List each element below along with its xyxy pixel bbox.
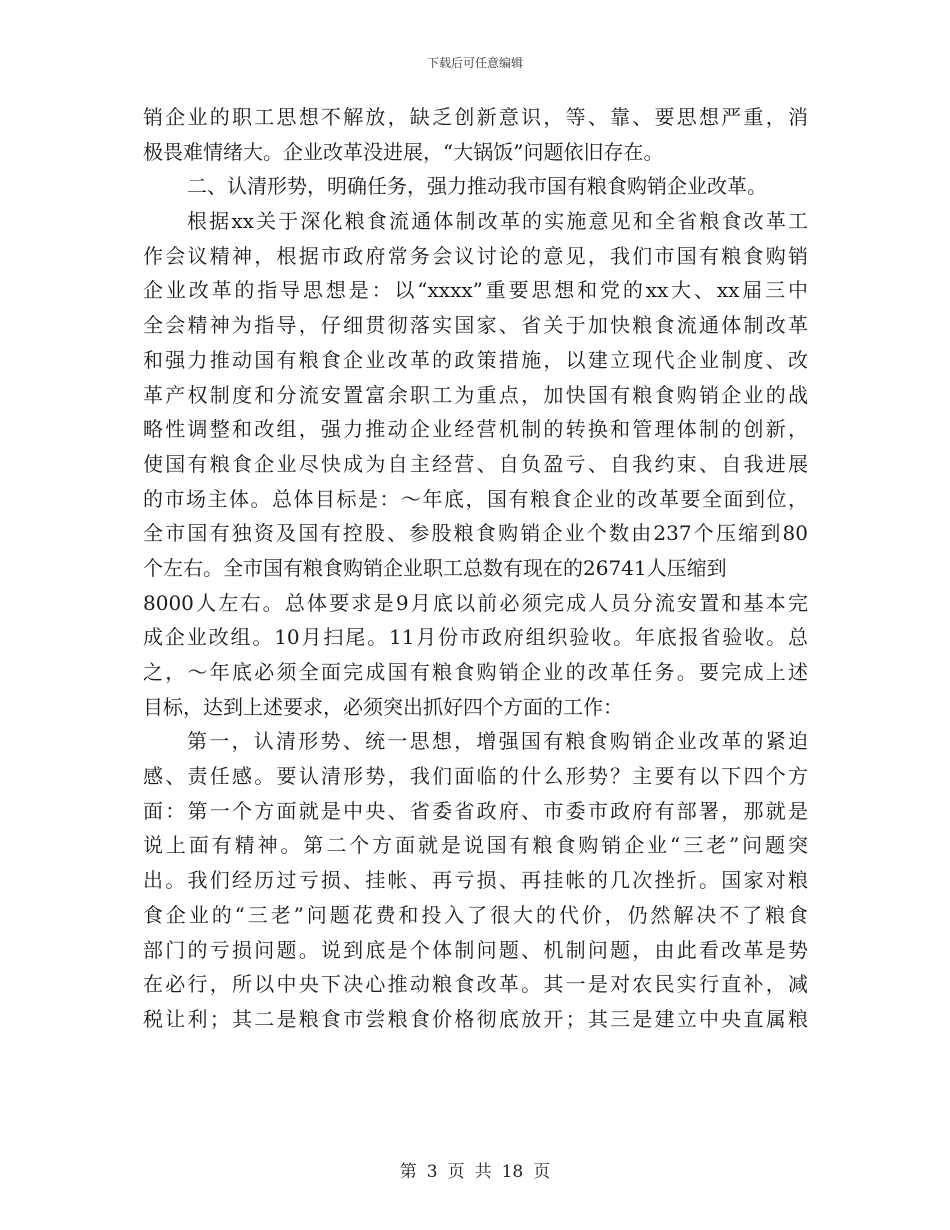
text-line: 销企业的职工思想不解放，缺乏创新意识，等、靠、要思想严重，消	[143, 105, 808, 129]
text-line: 二、认清形势，明确任务，强力推动我市国有粮食购销企业改革。	[187, 174, 767, 199]
text-line: 革产权制度和分流安置富余职工为重点，加快国有粮食购销企业的战	[143, 382, 808, 407]
text-line: 略性调整和改组，强力推动企业经营机制的转换和管理体制的创新，	[143, 417, 808, 442]
text-line: 之，～年底必须全面完成国有粮食购销企业的改革任务。要完成上述	[143, 660, 808, 684]
text-line: 个左右。全市国有粮食购销企业职工总数有现在的26741人压缩到	[143, 555, 727, 580]
page-footer	[0, 1157, 950, 1182]
page-header: 下载后可任意编辑	[426, 56, 523, 70]
current-page-number: 3	[426, 1162, 438, 1182]
document-body	[143, 100, 808, 1037]
text-line: 部门的亏损问题。说到底是个体制问题、机制问题，由此看改革是势	[143, 937, 808, 962]
text-line: 全市国有独资及国有控股、参股粮食购销企业个数由237个压缩到80	[143, 521, 808, 546]
text-line: 企业改革的指导思想是：以“xxxx”重要思想和党的xx大、xx届三中	[143, 278, 808, 303]
text-line: 目标，达到上述要求，必须突出抓好四个方面的工作：	[143, 694, 623, 719]
text-line: 8000人左右。总体要求是9月底以前必须完成人员分流安置和基本完	[143, 590, 808, 615]
text-line: 作会议精神，根据市政府常务会议讨论的意见，我们市国有粮食购销	[143, 243, 808, 268]
text-line: 的市场主体。总体目标是：～年底，国有粮食企业的改革要全面到位，	[143, 486, 808, 511]
text-line: 出。我们经历过亏损、挂帐、再亏损、再挂帐的几次挫折。国家对粮	[143, 868, 808, 893]
page-label-unit: 页	[447, 1162, 465, 1182]
text-line: 全会精神为指导，仔细贯彻落实国家、省关于加快粮食流通体制改革	[143, 313, 808, 338]
page-label-prefix: 第	[399, 1162, 417, 1182]
text-line: 说上面有精神。第二个方面就是说国有粮食购销企业“三老”问题突	[143, 833, 808, 858]
text-line: 感、责任感。要认清形势，我们面临的什么形势？主要有以下四个方	[143, 764, 808, 789]
text-line: 面：第一个方面就是中央、省委省政府、市委市政府有部署，那就是	[143, 798, 808, 823]
text-line: 使国有粮食企业尽快成为自主经营、自负盈亏、自我约束、自我进展	[143, 451, 808, 476]
text-line: 在必行，所以中央下决心推动粮食改革。其一是对农民实行直补，减	[143, 972, 808, 997]
text-line: 成企业改组。10月扫尾。11月份市政府组织验收。年底报省验收。总	[143, 625, 808, 650]
page-label-total-unit: 页	[533, 1162, 551, 1182]
text-line: 和强力推动国有粮食企业改革的政策措施，以建立现代企业制度、改	[143, 347, 808, 372]
text-line: 食企业的“三老”问题花费和投入了很大的代价，仍然解决不了粮食	[143, 902, 808, 927]
text-line: 第一，认清形势、统一思想，增强国有粮食购销企业改革的紧迫	[187, 729, 808, 754]
total-page-count: 18	[501, 1162, 524, 1182]
page-label-total-prefix: 共	[474, 1162, 492, 1182]
text-line: 极畏难情绪大。企业改革没进展，“大锅饭”问题依旧存在。	[143, 139, 664, 164]
text-line: 根据xx关于深化粮食流通体制改革的实施意见和全省粮食改革工	[187, 209, 808, 234]
text-line: 税让利；其二是粮食市尝粮食价格彻底放开；其三是建立中央直属粮	[143, 1006, 808, 1031]
